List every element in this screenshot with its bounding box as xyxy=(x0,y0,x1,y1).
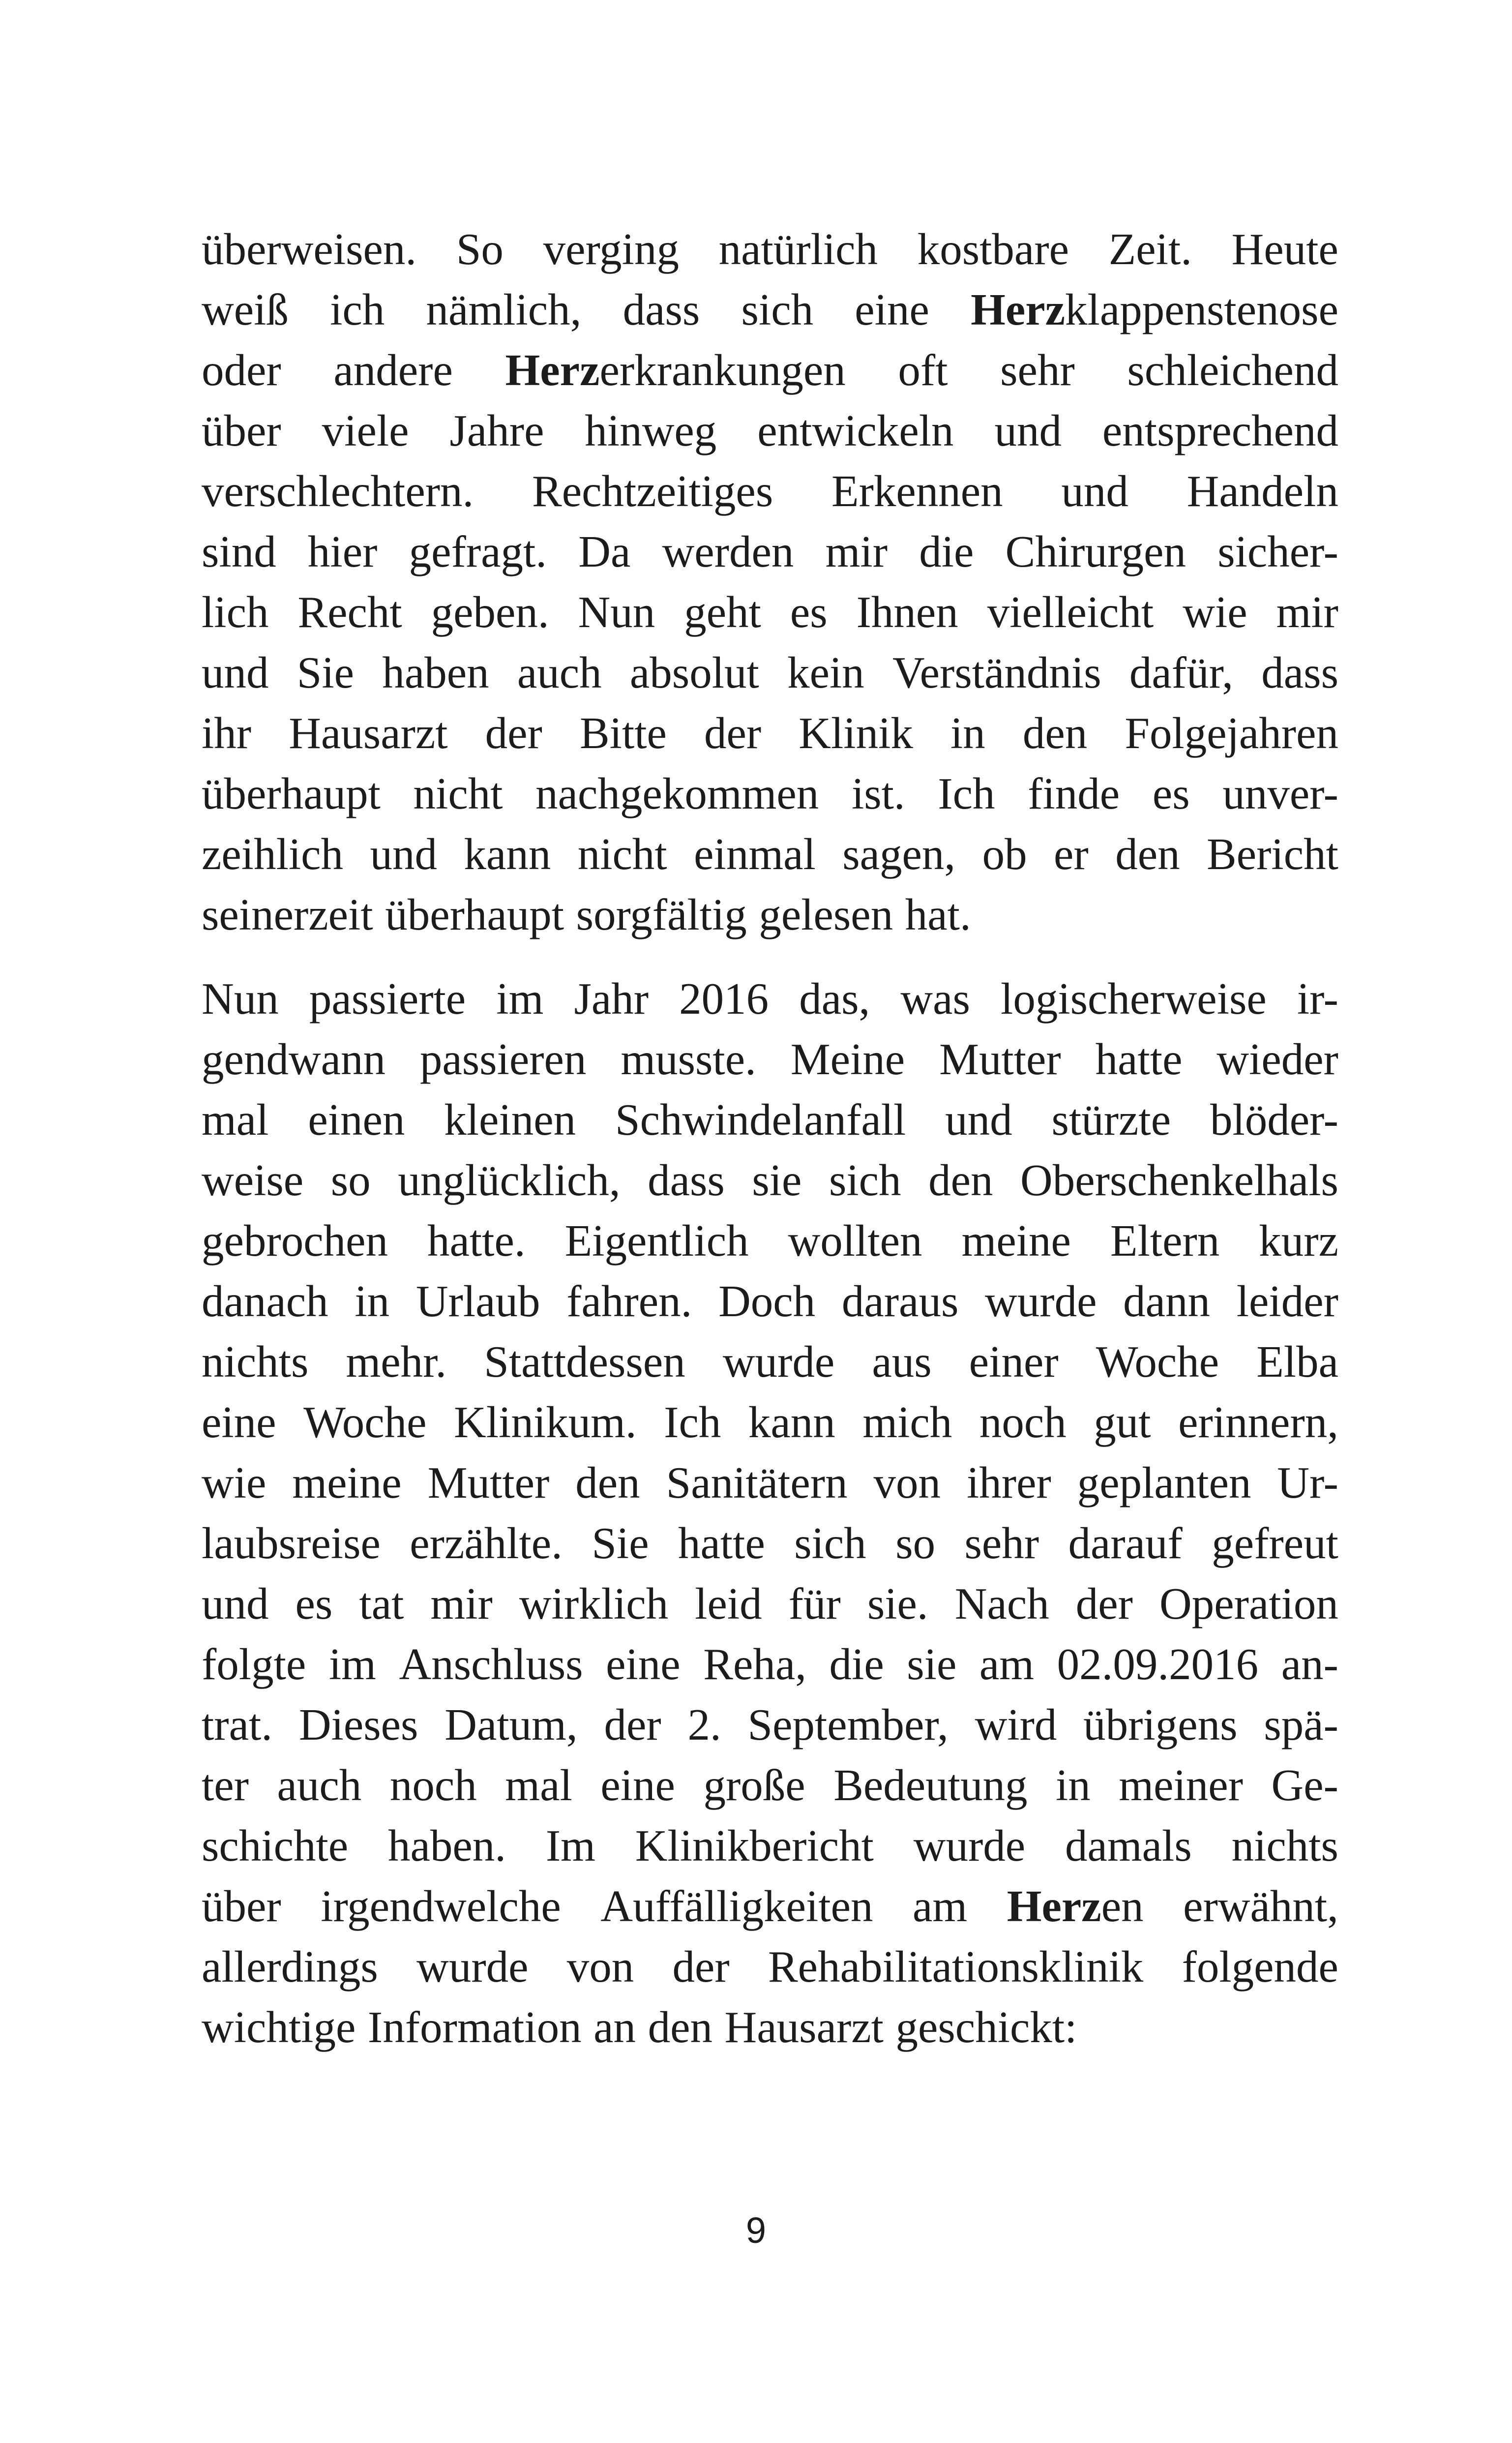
word: die xyxy=(919,527,974,576)
word: Auffälligkeiten xyxy=(600,1881,873,1931)
text-line xyxy=(202,1694,1338,1755)
word: den xyxy=(1115,829,1180,879)
text-line xyxy=(202,1573,1338,1634)
word: hier xyxy=(307,527,378,576)
word: kostbare xyxy=(917,224,1069,274)
word: und xyxy=(994,406,1062,455)
word: Jahr xyxy=(574,974,649,1024)
word: geht xyxy=(684,587,761,637)
word: hinweg xyxy=(585,406,717,455)
word: haben xyxy=(382,648,489,697)
word: Datum, xyxy=(445,1700,578,1749)
word: das, xyxy=(799,974,870,1024)
text-line xyxy=(202,1815,1338,1876)
text-line xyxy=(202,1029,1338,1089)
word: wie xyxy=(202,1458,267,1508)
word: wurde xyxy=(913,1821,1026,1870)
text-line xyxy=(202,1634,1338,1694)
word: passieren xyxy=(419,1034,587,1084)
text-line xyxy=(202,1392,1338,1452)
paragraph xyxy=(202,968,1338,2057)
word: was xyxy=(900,974,970,1024)
highlight-word: Herz xyxy=(505,345,600,395)
text-line xyxy=(202,824,1338,884)
word: leid xyxy=(695,1579,762,1629)
word: wurde xyxy=(985,1276,1097,1326)
word: Ich xyxy=(664,1397,721,1447)
word: wurde xyxy=(416,1942,529,1991)
word: So xyxy=(456,224,504,274)
text-line xyxy=(202,968,1338,1029)
word: 2. xyxy=(687,1700,721,1749)
word: folgende xyxy=(1182,1942,1338,1991)
text-line xyxy=(202,340,1338,400)
word: übrigens xyxy=(1083,1700,1238,1749)
word: passierte xyxy=(309,974,466,1024)
text-line xyxy=(202,1210,1338,1271)
word: ihrer xyxy=(966,1458,1051,1508)
word: Anschluss xyxy=(399,1639,583,1689)
word: an- xyxy=(1281,1639,1338,1689)
highlight-word: Herz xyxy=(1007,1881,1101,1931)
word: Sanitätern xyxy=(666,1458,848,1508)
word: den xyxy=(1022,708,1088,758)
word: noch xyxy=(389,1760,477,1810)
word: gebrochen xyxy=(202,1216,388,1266)
word: nichts xyxy=(202,1337,309,1387)
word: meine xyxy=(292,1458,402,1508)
word: Sie xyxy=(296,648,355,697)
word: musste. xyxy=(621,1034,756,1084)
word: eine xyxy=(606,1639,681,1689)
text-line xyxy=(202,461,1338,521)
word: Ge- xyxy=(1271,1760,1338,1810)
word: Bericht xyxy=(1207,829,1338,879)
word: Hausarzt xyxy=(289,708,448,758)
word: kann xyxy=(748,1397,835,1447)
text-line xyxy=(202,521,1338,582)
word: sie. xyxy=(867,1579,928,1629)
word: der xyxy=(485,708,542,758)
word: Eltern xyxy=(1110,1216,1220,1266)
word: der xyxy=(1075,1579,1133,1629)
word: eine xyxy=(202,1397,276,1447)
word: nachgekommen xyxy=(535,769,819,818)
word: 02.09.2016 xyxy=(1057,1639,1259,1689)
word: Ur- xyxy=(1277,1458,1338,1508)
word: leider xyxy=(1236,1276,1338,1326)
word: ter xyxy=(202,1760,249,1810)
word: überhaupt xyxy=(385,890,564,939)
text-line xyxy=(202,1150,1338,1210)
word: entwickeln xyxy=(757,406,954,455)
word: nicht xyxy=(577,829,667,879)
word: in xyxy=(1056,1760,1091,1810)
word: trat. xyxy=(202,1700,273,1749)
word: verging xyxy=(543,224,679,274)
word: wird xyxy=(975,1700,1057,1749)
paragraph xyxy=(202,219,1338,945)
word: schleichend xyxy=(1127,345,1338,395)
word: haben. xyxy=(387,1821,506,1870)
word: Chirurgen xyxy=(1005,527,1186,576)
word: erwähnt, xyxy=(1183,1881,1338,1931)
word: in xyxy=(950,708,985,758)
word: es xyxy=(295,1579,333,1629)
word: irgendwelche xyxy=(321,1881,561,1931)
word: Da xyxy=(578,527,631,576)
word: mir xyxy=(825,527,888,576)
word: im xyxy=(328,1639,376,1689)
word: September, xyxy=(747,1700,949,1749)
word: der xyxy=(604,1700,661,1749)
word: ich xyxy=(330,285,385,334)
word: Klinik xyxy=(799,708,913,758)
word: überweisen. xyxy=(202,224,417,274)
word: Recht xyxy=(297,587,402,637)
word: von xyxy=(566,1942,634,1991)
word: mal xyxy=(202,1095,269,1145)
word: geben. xyxy=(431,587,549,637)
word: Herzen xyxy=(1007,1881,1144,1931)
word: weiß xyxy=(202,285,289,334)
word: wirklich xyxy=(519,1579,669,1629)
word: oder xyxy=(202,345,281,395)
word: ob xyxy=(982,829,1027,879)
word: Klinikum. xyxy=(454,1397,637,1447)
word: viele xyxy=(322,406,409,455)
word: mir xyxy=(430,1579,493,1629)
word: im xyxy=(496,974,544,1024)
word: unver- xyxy=(1222,769,1338,818)
highlight-word: Herz xyxy=(971,285,1066,334)
word: darauf xyxy=(1068,1518,1183,1568)
text-line xyxy=(202,582,1338,642)
word: gefreut xyxy=(1212,1518,1338,1568)
word: Erkennen xyxy=(831,466,1003,516)
word: Verständnis xyxy=(892,648,1101,697)
word: Operation xyxy=(1159,1579,1338,1629)
word: einen xyxy=(308,1095,405,1145)
word: damals xyxy=(1065,1821,1192,1870)
text-line xyxy=(202,1997,1338,2057)
word: mich xyxy=(862,1397,952,1447)
word: sie xyxy=(907,1639,957,1689)
word: den xyxy=(575,1458,640,1508)
text-line xyxy=(202,1331,1338,1392)
word: hatte. xyxy=(427,1216,526,1266)
word: seinerzeit xyxy=(202,890,373,939)
word: lich xyxy=(202,587,269,637)
word: zeihlich xyxy=(202,829,344,879)
word: über xyxy=(202,406,281,455)
word: eine xyxy=(600,1760,675,1810)
word: hat. xyxy=(905,890,971,939)
word: gefragt. xyxy=(409,527,547,576)
word: dass xyxy=(1261,648,1338,697)
word: aus xyxy=(872,1337,932,1387)
word: weise xyxy=(202,1155,304,1205)
word: blöder- xyxy=(1210,1095,1338,1145)
word: kurz xyxy=(1259,1216,1338,1266)
word: Sie xyxy=(592,1518,649,1568)
word: es xyxy=(1152,769,1190,818)
word: über xyxy=(202,1881,281,1931)
word: und xyxy=(202,1579,269,1629)
word: Jahre xyxy=(449,406,544,455)
word: wieder xyxy=(1216,1034,1338,1084)
word: Doch xyxy=(718,1276,816,1326)
word: sich xyxy=(741,285,814,334)
word: werden xyxy=(662,527,794,576)
word: schichte xyxy=(202,1821,349,1870)
word: Schwindelanfall xyxy=(615,1095,906,1145)
word: und xyxy=(370,829,437,879)
word: am xyxy=(913,1881,968,1931)
text-line xyxy=(202,1876,1338,1936)
word: 2016 xyxy=(679,974,769,1024)
word: es xyxy=(790,587,828,637)
word: wollten xyxy=(788,1216,922,1266)
word: eine xyxy=(855,285,929,334)
word: und xyxy=(945,1095,1012,1145)
word: Nun xyxy=(202,974,279,1024)
text-line xyxy=(202,400,1338,461)
word: sich xyxy=(829,1155,901,1205)
word: dass xyxy=(623,285,700,334)
word: einer xyxy=(969,1337,1059,1387)
word: daraus xyxy=(841,1276,959,1326)
word: überhaupt xyxy=(202,769,381,818)
word: auch xyxy=(517,648,602,697)
word: sorgfältig xyxy=(576,890,747,939)
text-line xyxy=(202,763,1338,824)
text-line xyxy=(202,703,1338,763)
word: sie xyxy=(752,1155,802,1205)
word: logischerweise xyxy=(1001,974,1267,1024)
word: erinnern, xyxy=(1178,1397,1338,1447)
word: Klinikbericht xyxy=(635,1821,874,1870)
word: meine xyxy=(961,1216,1071,1266)
word: Ich xyxy=(938,769,995,818)
word: fahren. xyxy=(566,1276,692,1326)
word: sehr xyxy=(1000,345,1075,395)
word: Ihnen xyxy=(856,587,958,637)
word: für xyxy=(788,1579,841,1629)
word: und xyxy=(202,648,269,697)
word: finde xyxy=(1028,769,1120,818)
word: an xyxy=(593,2002,636,2052)
word: Meine xyxy=(790,1034,905,1084)
word: mal xyxy=(505,1760,572,1810)
word: den xyxy=(928,1155,993,1205)
word: dann xyxy=(1123,1276,1211,1326)
word: sehr xyxy=(964,1518,1039,1568)
word: unglücklich, xyxy=(398,1155,621,1205)
text-line xyxy=(202,219,1338,279)
word: noch xyxy=(979,1397,1067,1447)
word: sicher- xyxy=(1217,527,1338,576)
word: Zeit. xyxy=(1108,224,1192,274)
word: kann xyxy=(464,829,551,879)
word: wichtige xyxy=(202,2002,356,2052)
word: Urlaub xyxy=(415,1276,540,1326)
word: in xyxy=(355,1276,390,1326)
word: hatte xyxy=(1095,1034,1183,1084)
word: dafür, xyxy=(1129,648,1233,697)
word: geschickt: xyxy=(895,2002,1077,2052)
word: geplanten xyxy=(1077,1458,1251,1508)
word: nichts xyxy=(1231,1821,1338,1870)
word: mir xyxy=(1276,587,1338,637)
body-text xyxy=(202,219,1338,2057)
word: ist. xyxy=(851,769,905,818)
word: Mutter xyxy=(939,1034,1061,1084)
word: natürlich xyxy=(718,224,878,274)
word: Rechtzeitiges xyxy=(532,466,773,516)
text-line xyxy=(202,1452,1338,1513)
word: meiner xyxy=(1119,1760,1243,1810)
word: wie xyxy=(1183,587,1247,637)
word: ir- xyxy=(1297,974,1338,1024)
word: Herzerkrankungen xyxy=(505,345,846,395)
word: von xyxy=(873,1458,941,1508)
word: kein xyxy=(787,648,864,697)
word: dass xyxy=(648,1155,725,1205)
word: Reha, xyxy=(703,1639,806,1689)
text-line xyxy=(202,1089,1338,1150)
word: nämlich, xyxy=(426,285,582,334)
word: laubsreise xyxy=(202,1518,381,1568)
word: am xyxy=(979,1639,1035,1689)
word: Mutter xyxy=(427,1458,550,1508)
word: so xyxy=(330,1155,371,1205)
word: Elba xyxy=(1256,1337,1338,1387)
word: Heute xyxy=(1231,224,1338,274)
text-line xyxy=(202,1755,1338,1815)
word: danach xyxy=(202,1276,328,1326)
word: er xyxy=(1054,829,1089,879)
word: Rehabilitationsklinik xyxy=(768,1942,1144,1991)
word: Nun xyxy=(578,587,655,637)
word: vielleicht xyxy=(987,587,1154,637)
word: Eigentlich xyxy=(564,1216,749,1266)
text-line xyxy=(202,1513,1338,1573)
word: sich xyxy=(794,1518,866,1568)
word: oft xyxy=(898,345,948,395)
word: den xyxy=(648,2002,712,2052)
word: verschlechtern. xyxy=(202,466,474,516)
word: sagen, xyxy=(842,829,956,879)
word: Dieses xyxy=(298,1700,418,1749)
word: Herzklappenstenose xyxy=(971,285,1338,334)
word: hatte xyxy=(678,1518,765,1568)
word: einmal xyxy=(694,829,816,879)
word: Bedeutung xyxy=(833,1760,1028,1810)
word: mehr. xyxy=(346,1337,447,1387)
word: gut xyxy=(1094,1397,1151,1447)
word: Woche xyxy=(1096,1337,1219,1387)
word: Hausarzt xyxy=(724,2002,884,2052)
paragraph-gap xyxy=(202,945,1338,968)
text-line xyxy=(202,279,1338,340)
word: kleinen xyxy=(444,1095,576,1145)
word: folgte xyxy=(202,1639,306,1689)
word: erzählte. xyxy=(410,1518,563,1568)
word: wurde xyxy=(722,1337,835,1387)
word: spä- xyxy=(1264,1700,1338,1749)
word: gelesen xyxy=(759,890,893,939)
word: große xyxy=(703,1760,805,1810)
text-line xyxy=(202,1271,1338,1331)
word: der xyxy=(672,1942,730,1991)
word: allerdings xyxy=(202,1942,378,1991)
word: und xyxy=(1061,466,1128,516)
word: so xyxy=(895,1518,936,1568)
word: andere xyxy=(333,345,453,395)
word: auch xyxy=(277,1760,362,1810)
word: Oberschenkelhals xyxy=(1020,1155,1338,1205)
word: absolut xyxy=(629,648,759,697)
word: Nach xyxy=(954,1579,1049,1629)
word: nicht xyxy=(413,769,503,818)
text-line xyxy=(202,884,1338,945)
word: die xyxy=(829,1639,884,1689)
word: entsprechend xyxy=(1102,406,1338,455)
page-number: 9 xyxy=(745,2210,767,2251)
word: Woche xyxy=(303,1397,427,1447)
word: Im xyxy=(545,1821,595,1870)
word: Handeln xyxy=(1186,466,1338,516)
word: der xyxy=(704,708,762,758)
word: gendwann xyxy=(202,1034,385,1084)
word: ihr xyxy=(202,708,252,758)
word: sind xyxy=(202,527,276,576)
text-line xyxy=(202,642,1338,703)
word: tat xyxy=(359,1579,404,1629)
word: Folgejahren xyxy=(1125,708,1338,758)
word: Information xyxy=(367,2002,582,2052)
text-line xyxy=(202,1936,1338,1997)
word: Stattdessen xyxy=(484,1337,685,1387)
word: Bitte xyxy=(579,708,667,758)
word: stürzte xyxy=(1051,1095,1171,1145)
